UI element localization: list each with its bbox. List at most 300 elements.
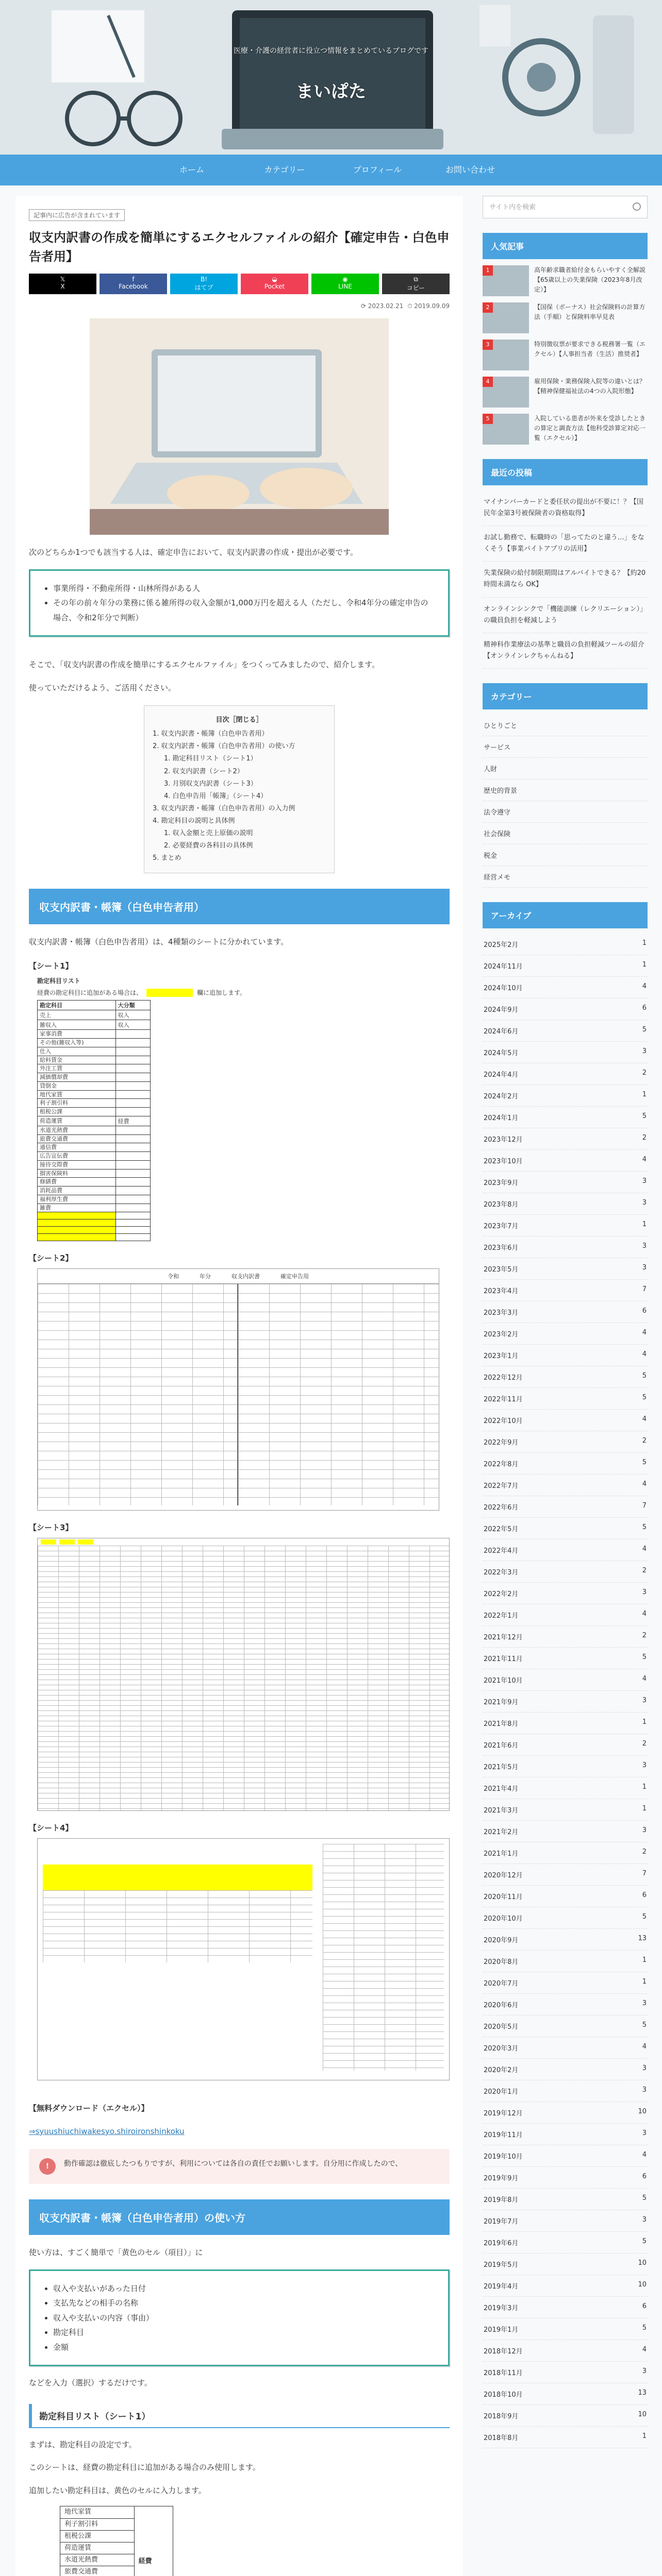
popular-thumbnail[interactable] (483, 414, 529, 445)
archive-link[interactable]: 2024年5月 3 (483, 1042, 648, 1063)
recent-post-link[interactable]: 精神科作業療法の基準と職員の負担軽減ツールの紹介【オンラインレクちゃんねる】 (483, 633, 648, 669)
archive-count: 5 (642, 1112, 647, 1120)
table-cell: 外注工賃 (38, 1064, 116, 1073)
paragraph: まずは、勘定科目の設定です。 (29, 2439, 137, 2449)
category-link[interactable]: 法令遵守 (483, 801, 648, 823)
table-cell: 旅費交通費 (60, 2566, 135, 2576)
archive-link[interactable]: 2023年8月 3 (483, 1193, 648, 1215)
archive-link[interactable]: 2022年1月 4 (483, 1604, 648, 1626)
archive-link[interactable]: 2023年4月 7 (483, 1280, 648, 1301)
archive-count: 3 (642, 1177, 647, 1185)
recent-list (483, 490, 648, 669)
archive-count: 7 (642, 1285, 647, 1293)
archive-link[interactable]: 2020年8月 1 (483, 1951, 648, 1972)
archive-count: 3 (642, 2064, 647, 2072)
popular-item[interactable] (483, 265, 648, 296)
archive-link[interactable]: 2024年9月 6 (483, 998, 648, 1020)
archive-count: 7 (642, 1869, 647, 1877)
rank-badge: 1 (483, 265, 493, 276)
facebook-icon: f (132, 276, 135, 283)
archive-link[interactable]: 2021年9月 3 (483, 1691, 648, 1713)
archive-count: 3 (642, 2086, 647, 2094)
archive-link[interactable]: 2022年5月 5 (483, 1518, 648, 1539)
alert-box (29, 2149, 450, 2184)
archive-link[interactable]: 2019年11月 3 (483, 2124, 648, 2145)
table-row (38, 1039, 151, 1047)
archive-count: 10 (638, 2410, 647, 2418)
table-row (38, 1204, 151, 1212)
archive-link[interactable]: 2021年2月 3 (483, 1821, 648, 1842)
archive-link[interactable]: 2018年8月 1 (483, 2427, 648, 2448)
table-cell: 旅費交通費 (38, 1134, 116, 1143)
table-cell (115, 1204, 150, 1212)
archive-link[interactable]: 2022年4月 4 (483, 1539, 648, 1561)
archive-count: 3 (642, 1696, 647, 1704)
share-x-button[interactable]: 𝕏 X (29, 274, 96, 294)
archive-link[interactable]: 2023年3月 6 (483, 1301, 648, 1323)
recent-heading: 最近の投稿 (483, 459, 648, 485)
sheet1-table (37, 1000, 151, 1241)
paragraph: 収支内訳書・帳簿（白色申告者用）は、4種類のシートに分かれています。 (29, 937, 289, 946)
archive-count: 3 (642, 1047, 647, 1055)
archive-link[interactable]: 2022年11月 5 (483, 1388, 648, 1410)
archive-link[interactable]: 2022年2月 3 (483, 1583, 648, 1604)
archive-count: 5 (642, 1458, 647, 1466)
nav-home[interactable]: ホーム (179, 165, 204, 175)
list-item: • 収入や支払いがあった日付 (53, 2281, 436, 2296)
rank-badge: 2 (483, 302, 493, 313)
table-of-contents (144, 705, 335, 873)
toc-item[interactable]: 2. 必要経費の各科目の具体例 (164, 841, 253, 850)
toc-item[interactable]: 1. 収入金額と売上原価の説明 (164, 829, 253, 837)
archive-count: 5 (642, 2324, 647, 2332)
article-title: 収支内訳書の作成を簡単にするエクセルファイルの紹介【確定申告・白色申告者用】 (29, 230, 450, 264)
table-cell: 家事消費 (38, 1030, 116, 1039)
paragraph: などを入力（選択）するだけです。 (29, 2378, 152, 2388)
toc-item[interactable]: 4. 白色申告用「帳簿」（シート4） (164, 792, 268, 800)
table-cell (115, 1152, 150, 1161)
archive-link[interactable]: 2022年10月 4 (483, 1410, 648, 1431)
archive-link[interactable]: 2020年7月 1 (483, 1972, 648, 1994)
table-cell: 租税公課 (60, 2530, 135, 2542)
category-link[interactable]: ひとりごと (483, 715, 648, 736)
recent-post-link[interactable]: マイナンバーカードと委任状の提出が不要に！？【国民年金第3号被保険者の資格取得】 (483, 490, 648, 526)
table-row (38, 1178, 151, 1187)
section-heading: 収支内訳書・帳簿（白色申告者用） (29, 889, 450, 924)
archive-link[interactable]: 2018年9月 10 (483, 2405, 648, 2427)
table-cell: 接待交際費 (38, 1160, 116, 1169)
archive-link[interactable]: 2023年12月 2 (483, 1128, 648, 1150)
table-row (38, 1081, 151, 1090)
table-row (38, 1134, 151, 1143)
archive-count: 10 (638, 2107, 647, 2115)
popular-title[interactable]: 【国保（ボーナス）社会保険料の計算方法（手順）と保険料率早見表 (534, 303, 646, 321)
toc-item[interactable]: 4. 勘定科目の説明と具体例 (153, 817, 235, 825)
table-cell (115, 1099, 150, 1108)
recent-post-link[interactable]: 失業保険の給付制限期間はアルバイトできる？【約20時間未満なら OK】 (483, 562, 648, 597)
table-cell (115, 1234, 150, 1241)
archive-link[interactable]: 2019年12月 10 (483, 2102, 648, 2124)
archive-link[interactable]: 2021年12月 2 (483, 1626, 648, 1648)
table-row (38, 1227, 151, 1234)
nav-category[interactable]: カテゴリー (264, 165, 305, 175)
share-pocket-button[interactable]: ◒ Pocket (241, 274, 308, 294)
archive-link[interactable]: 2021年6月 2 (483, 1734, 648, 1756)
table-cell: 利子割引料 (38, 1099, 116, 1108)
table-row (38, 1073, 151, 1082)
table-cell (115, 1039, 150, 1047)
archive-link[interactable]: 2021年8月 1 (483, 1713, 648, 1734)
category-link[interactable]: 人財 (483, 758, 648, 779)
table-cell (115, 1056, 150, 1064)
sheet2-image: 令和 年分 収支内訳書 確定申告用 (37, 1268, 439, 1511)
list-item: • 事業所得・不動産所得・山林所得がある人 (53, 581, 436, 596)
table-cell: 通信費 (38, 1143, 116, 1152)
table-cell (115, 1160, 150, 1169)
share-hatebu-button[interactable]: B! はてブ (170, 274, 238, 294)
table-row (38, 1099, 151, 1108)
archive-count: 5 (642, 2237, 647, 2245)
sheet1-image: 勘定科目リスト 経費の勘定科目に追加がある場合は、 欄に追加します。 勘定科目 大分類 売上 収入 雑収入 収入 家事消費 その他(雑収入等) 仕入 給料賃金 外注工賃 減価償却費 貸倒金 地代家賃 利子割引料 租税公課 荷造運賃 経費 水道光熱費 旅費交通費 通信費 広告宣伝費 接待交際費 損害保険料 修繕費 消耗品費 福利厚生費 雑費 (37, 976, 450, 1241)
archive-link[interactable]: 2023年6月 3 (483, 1236, 648, 1258)
toc-item[interactable]: 1. 収支内訳書・帳簿（白色申告者用） (153, 730, 269, 738)
popular-item[interactable] (483, 340, 648, 370)
table-row (38, 1195, 151, 1204)
archive-count: 5 (642, 1393, 647, 1401)
yellow-cell[interactable] (38, 1234, 116, 1241)
archive-link[interactable]: 2020年11月 6 (483, 1886, 648, 1907)
yellow-cell[interactable] (38, 1227, 116, 1234)
toc-item[interactable]: 3. 収支内訳書・帳簿（白色申告者用）の入力例 (153, 804, 295, 812)
archive-count: 2 (642, 1848, 647, 1856)
archive-count: 3 (642, 2215, 647, 2224)
category-link[interactable]: 経営メモ (483, 866, 648, 888)
table-cell (115, 1030, 150, 1039)
table-cell: 経費 (134, 2506, 173, 2576)
archive-link[interactable]: 2020年12月 7 (483, 1864, 648, 1886)
archive-link[interactable]: 2022年7月 4 (483, 1475, 648, 1496)
table-cell (115, 1178, 150, 1187)
archive-link[interactable]: 2019年4月 10 (483, 2275, 648, 2297)
archive-link[interactable]: 2021年11月 5 (483, 1648, 648, 1669)
table-row (38, 1010, 151, 1020)
archive-count: 4 (642, 982, 647, 990)
yellow-cell[interactable] (38, 1212, 116, 1219)
archive-link[interactable]: 2021年10月 4 (483, 1669, 648, 1691)
archive-count: 5 (642, 2021, 647, 2029)
article-main (15, 196, 463, 2576)
archive-link[interactable]: 2020年1月 3 (483, 2080, 648, 2102)
download-link[interactable]: ⇒syuushiuchiwakesyo.shiroironshinkoku (29, 2126, 185, 2136)
recent-post-link[interactable]: オンラインシンクで「機能訓練（レクリエーション）」の職員負担を軽減しよう (483, 598, 648, 633)
popular-item[interactable] (483, 414, 648, 445)
share-facebook-button[interactable]: f Facebook (100, 274, 167, 294)
toc-item[interactable]: 2. 収支内訳書・帳簿（白色申告者用）の使い方 (153, 742, 295, 751)
archive-count: 4 (642, 2150, 647, 2159)
global-nav (0, 155, 662, 185)
table-cell: 売上 (38, 1010, 116, 1020)
archive-count: 2 (642, 1069, 647, 1077)
table-cell (115, 1108, 150, 1116)
copy-icon: ⧉ (413, 276, 418, 283)
table-cell: 水道光熱費 (60, 2554, 135, 2566)
archive-count: 2 (642, 1436, 647, 1445)
eyecatch-image (90, 318, 389, 535)
archive-link[interactable]: 2019年9月 6 (483, 2167, 648, 2189)
post-dates (29, 302, 450, 310)
share-line-button[interactable]: ◉ LINE (311, 274, 379, 294)
sheet2-label: 【シート2】 (29, 1253, 73, 1263)
archive-link[interactable]: 2018年12月 4 (483, 2340, 648, 2362)
archive-link[interactable]: 2019年1月 5 (483, 2318, 648, 2340)
warning-icon: ! (39, 2158, 56, 2175)
archive-count: 1 (642, 2432, 647, 2440)
table-cell (115, 1227, 150, 1234)
table-cell: 荷造運賃 (60, 2542, 135, 2554)
table-cell (115, 1073, 150, 1082)
table-cell (115, 1090, 150, 1099)
table-cell: 損害保険料 (38, 1169, 116, 1178)
archive-count: 6 (642, 1004, 647, 1012)
intro-paragraph: 次のどちらか1つでも該当する人は、確定申告において、収支内訳書の作成・提出が必要です。 (29, 548, 358, 557)
intro-paragraph: そこで、「収支内訳書の作成を簡単にするエクセルファイル」をつくってみましたので、紹介します。 (29, 660, 380, 670)
paragraph: 使い方は、すごく簡単で「黄色のセル（項目）」に (29, 2248, 203, 2258)
list-item: • 金額 (53, 2340, 436, 2355)
paragraph: このシートは、経費の勘定科目に追加がある場合のみ使用します。 (29, 2463, 260, 2472)
sheet3-label: 【シート3】 (29, 1523, 73, 1533)
archive-link[interactable]: 2022年8月 5 (483, 1453, 648, 1475)
archive-link[interactable]: 2019年7月 3 (483, 2210, 648, 2232)
archive-count: 2 (642, 1739, 647, 1748)
toc-item[interactable]: 3. 月別収支内訳書（シート3） (164, 779, 257, 788)
archive-link[interactable]: 2021年4月 1 (483, 1777, 648, 1799)
archive-link[interactable]: 2020年6月 3 (483, 1994, 648, 2015)
table-cell: 給料賃金 (38, 1056, 116, 1064)
archive-link[interactable]: 2024年4月 2 (483, 1063, 648, 1085)
archive-count: 5 (642, 1371, 647, 1380)
list-item: • その年の前々年分の業務に係る雑所得の収入金額が1,000万円を超える人（ただし、令和4年分の確定申告の場合、令和2年分で判断） (53, 596, 436, 625)
table-cell (115, 1081, 150, 1090)
archive-count: 4 (642, 1545, 647, 1553)
table-cell (115, 1219, 150, 1227)
nav-profile[interactable]: プロフィール (353, 165, 402, 175)
table-cell: 利子割引料 (60, 2518, 135, 2530)
archive-count: 3 (642, 1826, 647, 1834)
sheet4-label: 【シート4】 (29, 1823, 73, 1833)
archive-link[interactable]: 2020年10月 5 (483, 1907, 648, 1929)
archive-link[interactable]: 2022年6月 7 (483, 1496, 648, 1518)
rank-badge: 4 (483, 377, 493, 387)
archive-link[interactable]: 2023年5月 3 (483, 1258, 648, 1280)
ad-disclosure: 記事内に広告が含まれています (29, 209, 125, 221)
archive-link[interactable]: 2023年10月 4 (483, 1150, 648, 1172)
table-cell: その他(雑収入等) (38, 1039, 116, 1047)
table-row (38, 1219, 151, 1227)
popular-thumbnail[interactable] (483, 265, 529, 296)
nav-contact[interactable]: お問い合わせ (445, 165, 495, 175)
table-cell: 荷造運賃 (38, 1116, 116, 1126)
archive-link[interactable]: 2024年1月 5 (483, 1107, 648, 1128)
popular-list (483, 265, 648, 445)
archive-count: 13 (638, 1934, 647, 1942)
category-link[interactable]: サービス (483, 736, 648, 758)
table-cell (115, 1195, 150, 1204)
archive-link[interactable]: 2019年3月 6 (483, 2297, 648, 2318)
archive-link[interactable]: 2024年6月 5 (483, 1020, 648, 1042)
archive-link[interactable]: 2020年2月 3 (483, 2059, 648, 2080)
share-copy-button[interactable]: ⧉ コピー (382, 274, 450, 294)
archive-count: 5 (642, 1653, 647, 1661)
popular-thumbnail[interactable] (483, 377, 529, 408)
sheet4-image (37, 1838, 450, 2080)
archive-link[interactable]: 2020年9月 13 (483, 1929, 648, 1951)
archive-link[interactable]: 2021年1月 2 (483, 1842, 648, 1864)
archive-count: 4 (642, 1328, 647, 1336)
archive-link[interactable]: 2019年8月 5 (483, 2189, 648, 2210)
table-row (38, 1090, 151, 1099)
archive-count: 1 (642, 1977, 647, 1986)
archive-heading: アーカイブ (483, 902, 648, 928)
archive-link[interactable]: 2023年7月 1 (483, 1215, 648, 1236)
category-link[interactable]: 税金 (483, 844, 648, 866)
archive-count: 1 (642, 939, 647, 947)
share-buttons (29, 274, 450, 294)
paragraph: 追加したい勘定科目は、黄色のセルに入力します。 (29, 2485, 206, 2495)
archive-link[interactable]: 2025年2月 1 (483, 934, 648, 955)
archive-link[interactable]: 2021年5月 3 (483, 1756, 648, 1777)
popular-title[interactable]: 高年齢求職者給付金もらいやすく全解説【65歳以上の失業保険（2023年8月改定）】 (534, 266, 646, 294)
table-cell: 福利厚生費 (38, 1195, 116, 1204)
archive-link[interactable]: 2023年9月 3 (483, 1172, 648, 1193)
archive-count: 2 (642, 1631, 647, 1639)
table-cell: 雑収入 (38, 1020, 116, 1030)
archive-link[interactable]: 2019年10月 4 (483, 2145, 648, 2167)
archive-count: 5 (642, 2194, 647, 2202)
archive-count: 4 (642, 1350, 647, 1358)
popular-item[interactable] (483, 377, 648, 408)
popular-title[interactable]: 雇用保険・業務保険入院等の違いとは？【精神保健福祉法の4つの入院形態】 (534, 378, 646, 395)
archive-link[interactable]: 2024年11月 1 (483, 955, 648, 977)
category-link[interactable]: 社会保険 (483, 823, 648, 844)
updated-icon: ⟳ (360, 302, 366, 310)
archive-link[interactable]: 2019年6月 5 (483, 2232, 648, 2253)
intro-checklist (29, 569, 450, 637)
alert-text: 動作確認は徹底したつもりですが、利用については各自の責任でお願いします。自分用に作成したので、 (64, 2160, 403, 2168)
table-cell: 収入 (115, 1010, 150, 1020)
table-row (38, 1212, 151, 1219)
table-row (38, 1234, 151, 1241)
table-row (38, 1108, 151, 1116)
table-cell (115, 1212, 150, 1219)
table-cell (115, 1169, 150, 1178)
category-heading: カテゴリー (483, 683, 648, 709)
updated-date: 2023.02.21 (368, 302, 404, 310)
archive-link[interactable]: 2024年2月 1 (483, 1085, 648, 1107)
toc-item[interactable]: 5. まとめ (153, 854, 181, 862)
archive-count: 4 (642, 1415, 647, 1423)
archive-count: 3 (642, 2129, 647, 2137)
table-cell (115, 1126, 150, 1134)
toc-title[interactable]: 目次［閉じる］ (216, 716, 263, 724)
archive-count: 6 (642, 2172, 647, 2180)
archive-link[interactable]: 2020年5月 5 (483, 2015, 648, 2037)
published-icon: ⏱ (407, 302, 412, 310)
archive-link[interactable]: 2019年5月 10 (483, 2253, 648, 2275)
archive-list (483, 934, 648, 2448)
search-icon[interactable] (633, 202, 641, 211)
popular-thumbnail[interactable] (483, 340, 529, 370)
archive-link[interactable]: 2023年1月 4 (483, 1345, 648, 1366)
table-cell: 地代家賃 (38, 1090, 116, 1099)
archive-count: 6 (642, 2302, 647, 2310)
archive-link[interactable]: 2022年9月 2 (483, 1431, 648, 1453)
archive-link[interactable]: 2023年2月 4 (483, 1323, 648, 1345)
table-cell: 広告宣伝費 (38, 1152, 116, 1161)
usage-checklist (29, 2269, 450, 2367)
archive-link[interactable]: 2018年10月 13 (483, 2383, 648, 2405)
table-row (38, 1020, 151, 1030)
archive-count: 6 (642, 1891, 647, 1899)
archive-link[interactable]: 2022年12月 5 (483, 1366, 648, 1388)
archive-count: 10 (638, 2280, 647, 2289)
subsection-heading: 勘定科目リスト（シート1） (29, 2404, 450, 2428)
archive-link[interactable]: 2022年3月 2 (483, 1561, 648, 1583)
table-cell: 収入 (115, 1020, 150, 1030)
site-tagline: 医療・介護の経営者に役立つ情報をまとめているブログです (234, 47, 428, 55)
table-row (38, 1056, 151, 1064)
toc-item[interactable]: 1. 勘定科目リスト（シート1） (164, 755, 257, 763)
toc-item[interactable]: 2. 収支内訳書（シート2） (164, 767, 244, 775)
sheet1-zoom-table (60, 2506, 173, 2576)
intro-paragraph: 使っていただけるよう、ご活用ください。 (29, 683, 176, 692)
table-header: 勘定科目 (38, 1001, 116, 1010)
search-input[interactable]: サイト内を検索 (483, 196, 648, 218)
yellow-cell[interactable] (38, 1219, 116, 1227)
archive-count: 4 (642, 2042, 647, 2050)
table-row (38, 1143, 151, 1152)
archive-count: 3 (642, 1263, 647, 1272)
site-title[interactable]: まいぱた (296, 81, 366, 102)
table-cell: 地代家賃 (60, 2506, 135, 2518)
archive-count: 10 (638, 2259, 647, 2267)
archive-count: 1 (642, 1804, 647, 1812)
table-row (38, 1169, 151, 1178)
rank-badge: 3 (483, 340, 493, 350)
archive-count: 3 (642, 1588, 647, 1596)
archive-count: 7 (642, 1501, 647, 1510)
list-item: • 収入や支払いの内容（事由） (53, 2311, 436, 2326)
popular-title[interactable]: 特別徴収票が要求できる税務署一覧（エクセル）【人事担当者（生活）推奨者】 (534, 341, 646, 358)
section-heading: 収支内訳書・帳簿（白色申告者用）の使い方 (29, 2199, 450, 2235)
archive-link[interactable]: 2018年11月 3 (483, 2362, 648, 2383)
archive-count: 4 (642, 1609, 647, 1618)
popular-thumbnail[interactable] (483, 302, 529, 333)
archive-count: 13 (638, 2388, 647, 2397)
archive-count: 5 (642, 1523, 647, 1531)
archive-link[interactable]: 2021年3月 1 (483, 1799, 648, 1821)
archive-link[interactable]: 2024年10月 4 (483, 977, 648, 998)
archive-link[interactable]: 2020年3月 4 (483, 2037, 648, 2059)
category-link[interactable]: 歴史的背景 (483, 779, 648, 801)
popular-item[interactable] (483, 302, 648, 333)
archive-count: 3 (642, 1999, 647, 2007)
yellow-cell-legend (146, 989, 193, 997)
recent-post-link[interactable]: お試し勤務で、転職時の「思ってたのと違う…」をなくそう【事業パイトアプリの活用】 (483, 526, 648, 562)
table-row (38, 1030, 151, 1039)
sidebar (483, 196, 648, 2576)
archive-count: 4 (642, 1480, 647, 1488)
popular-title[interactable]: 入院している患者が外来を受診したときの算定と調査方法【他科受診算定対応一覧（エクセル）】 (534, 415, 646, 442)
